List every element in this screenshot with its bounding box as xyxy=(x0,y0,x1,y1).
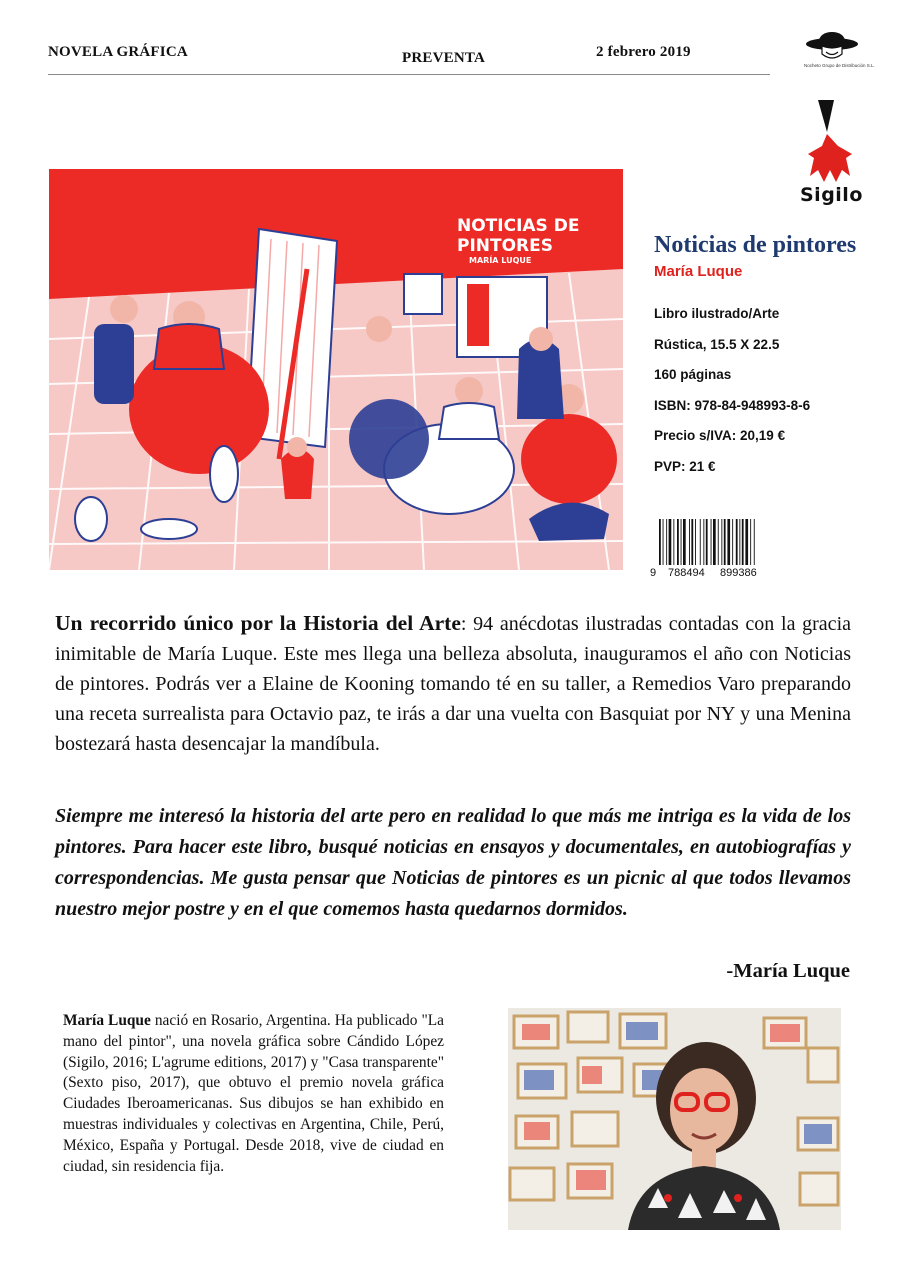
sigilo-figure-icon xyxy=(800,98,860,184)
distributor-caption: Nocheto Grupo de Distribución S.L. xyxy=(804,63,875,68)
publisher-name: Sigilo xyxy=(800,184,863,206)
section-label: NOVELA GRÁFICA xyxy=(48,44,188,60)
spec-format: Libro ilustrado/Arte xyxy=(654,306,780,321)
spec-binding: Rústica, 15.5 X 22.5 xyxy=(654,336,780,352)
spec-pages: 160 páginas xyxy=(654,367,732,382)
barcode-digit-prefix: 9 xyxy=(650,567,657,579)
quote-signature: -María Luque xyxy=(726,960,850,982)
spec-price-net: Precio s/IVA: 20,19 € xyxy=(654,428,786,443)
header-divider xyxy=(48,74,770,75)
cover-author: MARÍA LUQUE xyxy=(469,256,532,265)
book-info xyxy=(654,230,874,487)
author-photo xyxy=(508,1008,841,1230)
intro-lead: Un recorrido único por la Historia del Arte xyxy=(55,611,461,635)
author-bio xyxy=(63,1011,444,1177)
spec-isbn: ISBN: 978-84-948993-8-6 xyxy=(654,397,811,413)
bio-name: María Luque xyxy=(63,1012,151,1029)
book-cover xyxy=(49,169,623,570)
bio-text: nació en Rosario, Argentina. Ha publicado "La mano del pintor", una novela gráfica sobre Cándido López (Sigilo, 2016; L'agrume editions, 2017) y "Casa transparente" (Sexto piso, 2017), que obtuvo el premio novela gráfica Ciudades Iberoamericanas. Sus dibujos se han exhibido en muestras individuales y colectivas en Argentina, Chile, Perú, México, España y Portugal. Desde 2018, vive de ciudad en ciudad, sin residencia fija. xyxy=(63,1012,444,1175)
presale-label: PREVENTA xyxy=(402,50,485,66)
hat-icon xyxy=(804,30,860,64)
author-quote: Siempre me interesó la historia del arte pero en realidad lo que más me intriga es la vida de los pintores. Para hacer este libro, busqué noticias en ensayos y documentales, en autobiografías y correspondencias. Me gusta pensar que Noticias de pintores es un picnic al que todos llevamos nuestro mejor postre y en el que comemos hasta quedarnos dormidos. xyxy=(55,805,851,920)
publisher-logo xyxy=(800,98,863,212)
cover-title-line1: NOTICIAS DE xyxy=(457,216,580,236)
barcode-digits-left: 788494 xyxy=(668,567,705,579)
book-title: Noticias de pintores xyxy=(654,232,857,258)
cover-title-line2: PINTORES xyxy=(457,236,554,256)
intro-body: : 94 anécdotas ilustradas contadas con la gracia inimitable de María Luque. Este mes llega una belleza absoluta, inauguramos el año con Noticias de pintores. Podrás ver a Elaine de Kooning tomando té en su taller, a Remedios Varo preparando una receta surrealista para Octavio paz, te irás a dar una vuelta con Basquiat por NY y una Menina bostezará hasta desencajar la mandíbula. xyxy=(55,613,851,755)
book-specs xyxy=(654,304,874,487)
barcode-bars xyxy=(650,519,778,567)
release-date: 2 febrero 2019 xyxy=(596,44,691,60)
barcode-digits-right: 899386 xyxy=(720,567,757,579)
barcode xyxy=(650,519,778,581)
intro-paragraph xyxy=(55,608,851,759)
book-author: María Luque xyxy=(654,263,743,280)
distributor-logo xyxy=(804,30,875,74)
spec-pvp: PVP: 21 € xyxy=(654,458,716,474)
